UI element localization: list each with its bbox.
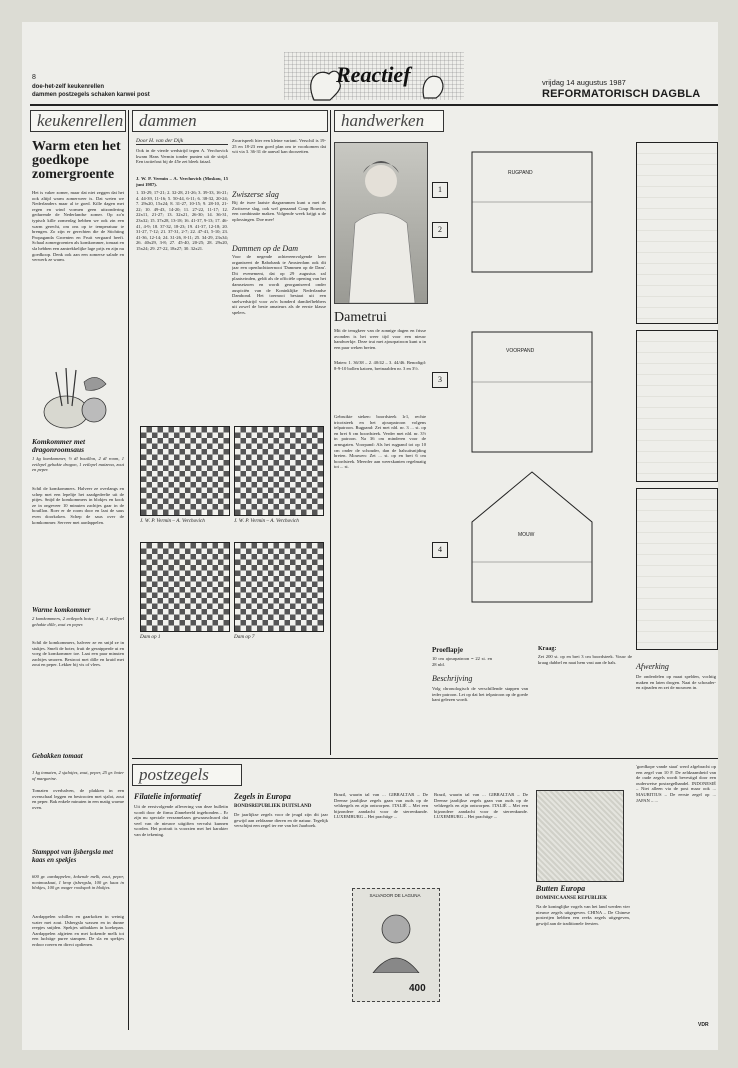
recipe1-ingredients: 1 kg komkommer, ½ dl bouillon, 2 dl room, 1 eetlepel gehakte dragon, 1 eetlepel maizena, zout en peper. — [32, 456, 124, 473]
voorpand-label: VOORPAND — [506, 348, 535, 354]
diagram-1-caption: J. W. P. Vermin – A. Verchovich — [140, 518, 205, 524]
page-number: 8 — [32, 74, 36, 81]
dammen-op-dam-body: Voor de negende achtereenvolgende keer organiseert de Rabobank te Amsterdam ook dit jaar een openluchttoernooi 'Dammen op de Dam'. Dit evenement, dat op 29 augustus zal plaatsvinden, geldt als de officiële opening van het damseizoen en wordt georganiseerd onder auspiciën van de Koninklijke Nederlandse Dambond. Het toernooi bestaat uit een snelwedstrijd voor zo'n honderd damliefhebbers uit zowel de beste amateurs als de eerste klasse spelers. — [232, 254, 326, 315]
step-marker-3: 3 — [432, 372, 448, 388]
zegels-europa-sub: BONDSREPUBLIEK DUITSLAND — [234, 804, 312, 809]
section-header-keuken: keukenrellen — [30, 110, 126, 132]
recipe4-ingredients: 600 gr. aardappelen, kokende melk, zout, peper, nootmuskaat, 1 krop ijsbergsla, 100 gr. kaas in blokjes, 100 gr. mager rookspek in blokjes. — [32, 874, 124, 891]
dammen-op-dam-title: Dammen op de Dam — [232, 244, 298, 253]
postzegels-rule — [132, 758, 718, 759]
diagram-3-caption: Dam op 1 — [140, 634, 161, 640]
instruction-box-3 — [636, 488, 718, 650]
afwerking-title: Afwerking — [636, 662, 669, 671]
instruction-box-2 — [636, 330, 718, 482]
zegels-europa-title: Zegels in Europa — [234, 792, 291, 801]
section-header-handwerken: handwerken — [334, 110, 444, 132]
recipe2-body: Schil de komkommers, halveer ze en snijd ze in stukjes. Smelt de boter, fruit de gesnipperde ui en voeg de komkommer toe. Laat een paar minuten zachtjes smoren. Bestrooi met dille en kruid met zout en peper. Lekker bij vis of vlees. — [32, 640, 124, 668]
knitting-patterns — [432, 142, 632, 642]
knit-sweater-photo — [334, 142, 428, 304]
section-header-postzegels: postzegels — [132, 764, 242, 786]
zegels-europa-body: De jaarlijkse zegels voor de jeugd zijn dit jaar gewijd aan zeldzame dieren en de natuur. Tegelijk verschijnt een zegel ter ere van het Jaarboek. — [234, 812, 328, 829]
proeflapje-body: 10 cm ajourpatroon = 22 st. en 28 nld. — [432, 656, 492, 667]
keuken-headline: Warm eten het goedkope zomergroente — [32, 139, 121, 182]
proeflapje-title: Proeflapje — [432, 646, 463, 654]
butten-sub: DOMINICAANSE REPUBLIEK — [536, 896, 607, 901]
recipe1-body: Schil de komkommers. Halveer ze overlangs en schep met een lepeltje het zaadgedeelte uit de pitjes. Snijd de komkommers in blokjes en kook ze in ongeveer 10 minuten zachtjes gaar in de bouillon. Roer er de room door en laat de saus even doorkoken. Schep de saus over de komkommer. Serveer met aardappelen. — [32, 486, 124, 525]
diagram-4-caption: Dam op 7 — [234, 634, 255, 640]
step-marker-1: 1 — [432, 182, 448, 198]
recipe1-title: Komkommer met dragonroomsaus — [32, 437, 86, 454]
draughts-diagram-2 — [234, 426, 324, 516]
pattern-diagrams-icon — [432, 142, 632, 642]
portrait-icon — [367, 903, 425, 973]
handwerk-title: Dametrui — [334, 310, 387, 325]
masthead-left-line2: dammen postzegels schaken karwei post — [32, 92, 150, 98]
paper-name: REFORMATORISCH DAGBLA — [542, 88, 701, 100]
mouw-label: MOUW — [518, 532, 535, 538]
afwerking-body: De onderdelen op maat spelden, vochtig maken en laten drogen. Naai de schouder- en zijnaden en zet de mouwen in. — [636, 674, 716, 691]
butten-stamp-image — [536, 790, 624, 882]
butten-body: Na de koninglijke vogels van het land werden vier nieuwe zegels uitgegeven. CHINA – De Chinese posterijen hebben een reeks zegels uitgegeven, gewijd aan de traditionele feesten. — [536, 904, 630, 926]
masthead-logo — [284, 48, 464, 108]
column-rule — [128, 110, 129, 1030]
postzegels-right-body: 'goedkope vande staat' werd afgebracht op een zegel van 10 F. De zeldzaamheid van de oude zegels wordt bevestigd door een ouderwetse postzegelhandel. INDONESIË – Niet alleen via de post maar ook ... MAURITIUS – De eerste zegel op ... JAPAN – ... — [636, 764, 716, 803]
section-header-dammen: dammen — [132, 110, 328, 132]
dammen-intro: Ook in de vierde wedstrijd tegen A. Verchovick kwam Hans Vermin tonder punten uit de strijd. Een tactiefout bij de 45e zet bleek fataal. — [136, 148, 228, 165]
diagram-2-caption: J. W. P. Vermin – A. Verchovich — [234, 518, 299, 524]
vegetables-icon — [36, 362, 116, 434]
recipe3-body: Tomaten overhalven, de plakken in een ovenschaal leggen en bestrooien met sjalot, zout en peper. Bak enkele minuten in een matig warme oven. — [32, 788, 124, 810]
kraag-title: Kraag: — [538, 646, 557, 652]
handwerk-intro: Mit de terugkeer van de zonnige dagen en frisse avonden is het weer tijd voor een nieuw handwerkje. Deze trui met ajourpatroon kunt u in een paar weken breien. — [334, 328, 426, 350]
filatelie-body: Uit de eerstvolgende aflevering van deze bulletin wordt door de firma Zinnebeeld ingebonden... Er zijn nu speciale verzamelaars gewaarschuwd dat veel van de nieuwe uitgiften vervalst kunnen worden. Het portrait is voorzien met het karakter van de tekening. — [134, 804, 228, 837]
keuken-intro: Het is vaker zomer, maar dat niet zeggen dat het ook altijd warm zomerweer is. Dat weten we Nederlanders maar al te goed. Kille dagen met regen en wind vormen geen uitzondering gedurende de Nederlandse zomer. Op zo'n typisch kille zomerdag hebben we ook zin een warm gerecht, om ons op te temperatuur te brengen. Zo zijn er gerechten die de Stichting Propaganda Groenten en Fruit vergaard heeft. Schaal zomergroenten als komkommer, tomaat en sla hebben een aantrekkelijke lage prijs en zijn nu goedkoop. Denk ook aan een zomerse salade en verwerk ze warm. — [32, 190, 124, 263]
stamp-label: SALVADOR DE LAGUNA — [369, 893, 421, 898]
beschrijving-body: Volg chronologisch de verschillende stappen van ieder patroon. Let op dat het telpatroon op de goede kant gelezen wordt. — [432, 686, 528, 703]
postzegels-col4-body: Brazil, waarin tal van ... GIBRALTAR – De Deense jaarlijkse zegels gaan van ouds op de veldzegels en zijn ontworpen. ITALIË – Met een bijzondere aandacht voor de sterrenkunde. LUXEMBURG – Het prachtige ... — [434, 792, 528, 820]
butten-title: Butten Europa — [536, 884, 586, 893]
woman-sweater-icon — [335, 143, 427, 303]
filatelie-title: Filatelie informatief — [134, 792, 201, 801]
draughts-diagram-4 — [234, 542, 324, 632]
newspaper-page — [22, 22, 718, 1050]
stamp-image — [352, 888, 440, 1002]
recipe2-title: Warme komkommer — [32, 606, 91, 614]
column-rule — [330, 110, 331, 755]
recipe3-title: Gebakken tomaat — [32, 752, 83, 760]
stamp-value: 400 — [409, 983, 426, 994]
handwerk-body: Gebruikte steken: boordsteek 1r1, rechte tricotsteek en het ajourpatroon volgens telpatroon. Rugpand: Zet met nld. nr. 3 ... st. op en brei 6 cm boordsteek. Verder met nld. nr. 3½ in patroon. Na 36 cm minderen voor de armsgaten. Voorpand: Als het rugpand tot op 10 cm onder de schouder, dan de halsuitsnijding breien. Mouwen: Zet ... st. op en brei 6 cm boordsteek. Meerder aan weerskanten regelmatig tot ... st. — [334, 414, 426, 470]
vdr-sign: VDR — [698, 1022, 709, 1028]
issue-date: vrijdag 14 augustus 1987 — [542, 78, 626, 87]
beschrijving-title: Beschrijving — [432, 674, 473, 683]
handwerk-materials: Maten: 1. 36/38 – 2. 40/42 – 3. 44/46. Benodigd: 8-9-10 bollen katoen, breinaalden nr. 3 en 3½. — [334, 360, 426, 371]
recipe4-title: Stamppot van ijsbergsla met kaas en spekjes — [32, 848, 114, 864]
dammen-game-head: J. W. P. Vermin – A. Verchovich (Moskou, 15 juni 1987). — [136, 176, 228, 187]
recipe2-ingredients: 2 komkommers, 2 eetlepels boter, 1 ui, 1 eetlepel gehakte dille, zout en peper. — [32, 616, 124, 627]
draughts-diagram-1 — [140, 426, 230, 516]
zwitserse-slag-body: Bij de twee laatste diagrammen kunt u met de Zwitserse slag, ook wel genaamd Coup Bouvier, een combinatie maken. Volgende week krijgt u de oplossingen. Doe mee! — [232, 200, 326, 222]
dammen-moves-cont: Zwartspeelt hier een kleine variant. Verschil is 19-25 en 18-23 een goed plan om te voorkomen dat wit via 3. 36-31 de aanval kan doorzetten. — [232, 138, 326, 155]
recipe3-ingredients: 1 kg tomaten, 2 sjalotjes, zout, peper, 25 gr. boter of margarine. — [32, 770, 124, 781]
step-marker-2: 2 — [432, 222, 448, 238]
vegetables-illustration — [36, 362, 116, 434]
draughts-diagram-3 — [140, 542, 230, 632]
dammen-moves: 1. 33-29, 17-21; 2. 32-28, 21-26; 3. 39-33, 16-21; 4. 44-39, 11-16; 5. 50-44, 6-11; 6. 38-32, 20-24; 7. 29x20, 15x24; 8. 31-27, 10-15; 9. 28-10, 21-22; 10. 49-43, 14-20; 11. 27-22, 11-17; 12. 22x11, 21-27; 13. 32x21, 26-30; 14. 36-31, 23x32; 15. 37x28, 13-18; 16. 41-37, 9-13; 17. 46-41, 4-9; 18. 37-32, 18-23; 19. 41-37, 12-18; 20. 31-27, 7-12; 21. 37-31, 2-7; 22. 47-41, 5-10; 23. 41-36, 12-14; 24. 31-26, 8-11; 25. 34-29, 23x34; 26. 40x29, 3-8; 27. 45-40, 20-25; 28. 29x20, 15x24; 29. 27-22, 18x27; 30. 32x21. — [136, 190, 228, 251]
logo-word: Reactief — [336, 62, 411, 87]
step-marker-4: 4 — [432, 542, 448, 558]
rugpand-label: RUGPAND — [508, 170, 533, 176]
recipe4-body: Aardappelen schillen en gaarkoken in weinig water met zout. IJsbergsla wassen en in dunne reepjes snijden. Spekjes uitbakken in koekepan. Aardappelen afgieten en met kokende melk tot een luchtige puree stampen. De sla en spekjes erdoor roeren en direct opdienen. — [32, 914, 124, 947]
postzegels-col3-body: Brazil, waarin tal van ... GIBRALTAR – De Deense jaarlijkse zegels gaan van ouds op de veldzegels en zijn ontworpen. ITALIË – Met een bijzondere aandacht voor de sterrenkunde. LUXEMBURG – Het prachtige ... — [334, 792, 428, 820]
instruction-box-1 — [636, 142, 718, 324]
kraag-body: Zet 200 st. op en brei 3 cm boordsteek. Vouw de kraag dubbel en naai hem vast aan de hals. — [538, 654, 632, 665]
dammen-byline: Door H. van der Dijk — [136, 138, 228, 145]
zwitserse-slag-title: Zwiszerse slag — [232, 190, 279, 199]
masthead-rule — [30, 104, 718, 106]
masthead-left-line1: doe-het-zelf keukenrellen — [32, 84, 105, 90]
